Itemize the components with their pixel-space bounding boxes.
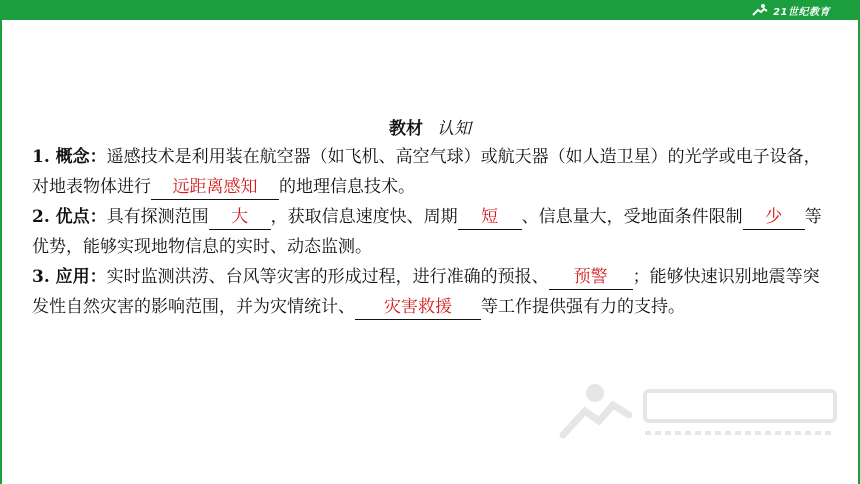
item-text: 具有探测范围 bbox=[106, 207, 209, 227]
item-advantages bbox=[32, 202, 832, 262]
answer-blank: 远距离感知 bbox=[151, 175, 279, 200]
item-head: 2. 优点： bbox=[32, 207, 107, 227]
item-applications bbox=[32, 262, 832, 322]
runner-icon bbox=[751, 3, 769, 17]
title-main: 教材 bbox=[389, 119, 423, 139]
answer-blank: 短 bbox=[458, 205, 522, 230]
item-concept bbox=[32, 142, 832, 202]
item-text: 、信息量大，受地面条件限制 bbox=[521, 207, 743, 227]
top-banner bbox=[0, 0, 860, 20]
item-head: 1. 概念： bbox=[32, 147, 107, 167]
left-border bbox=[0, 20, 2, 484]
item-text: 实时监测洪涝、台风等灾害的形成过程，进行准确的预报、 bbox=[106, 267, 549, 287]
item-text: 等优势，能够实现地物信息的实时、动态监测。 bbox=[32, 207, 822, 257]
item-text: ；能够快速识别地震等突发性自然灾害的影响范围，并为灾情统计、 bbox=[32, 267, 820, 317]
item-text: 的地理信息技术。 bbox=[279, 177, 415, 197]
brand-logo bbox=[751, 2, 830, 18]
content-body bbox=[32, 142, 832, 322]
item-text: 等工作提供强有力的支持。 bbox=[481, 297, 685, 317]
answer-blank: 预警 bbox=[549, 265, 633, 290]
item-text: ，获取信息速度快、周期 bbox=[270, 207, 458, 227]
brand-text: 21世纪教育 bbox=[773, 6, 830, 18]
title-sub: 认知 bbox=[437, 119, 471, 139]
answer-blank: 灾害救援 bbox=[355, 295, 481, 320]
item-head: 3. 应用： bbox=[32, 267, 107, 287]
section-title bbox=[0, 114, 860, 139]
answer-blank: 少 bbox=[743, 205, 805, 230]
watermark-logo bbox=[555, 375, 845, 445]
item-text: 遥感技术是利用装在航空器（如飞机、高空气球）或航天器（如人造卫星）的光学或电子设备，对地表物体进行 bbox=[32, 147, 821, 197]
answer-blank: 大 bbox=[209, 205, 271, 230]
